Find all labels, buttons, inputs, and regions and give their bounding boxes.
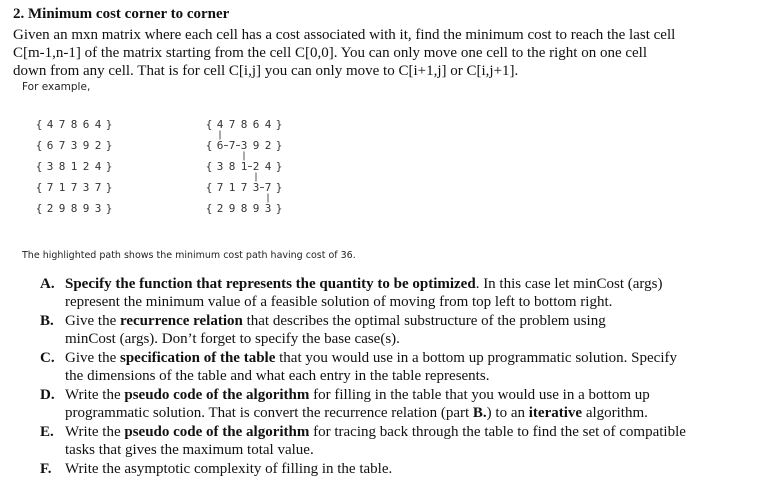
- task-item: [40, 349, 752, 385]
- task-line: [65, 441, 752, 459]
- task-text: for filling in the table that you would use in a bottom up: [309, 387, 650, 403]
- task-item: [40, 386, 752, 422]
- task-emphasis: Specify the function that represents the quantity to be optimized: [65, 276, 476, 292]
- matrix-cell: 4: [264, 160, 272, 173]
- matrix-cell: 9: [228, 202, 236, 215]
- open-brace: {: [205, 160, 213, 173]
- task-emphasis: B.: [472, 405, 487, 421]
- matrix-cell: 1: [228, 181, 236, 194]
- task-text: Write the: [65, 424, 125, 440]
- task-text: algorithm.: [582, 405, 648, 421]
- matrix-cell: 1: [58, 181, 66, 194]
- open-brace: {: [35, 181, 43, 194]
- matrix-cell: 9: [252, 139, 260, 152]
- task-line: [65, 293, 752, 311]
- task-text: tasks that gives the maximum total value.: [65, 442, 314, 458]
- intro-line: C[m-1,n-1] of the matrix starting from the cell C[0,0]. You can only move one cell to the right on one cell: [13, 45, 648, 61]
- open-brace: {: [35, 139, 43, 152]
- matrix-cell: 9: [82, 139, 90, 152]
- task-text: Give the: [65, 350, 120, 366]
- matrix-cell: 2: [264, 139, 272, 152]
- matrix-cell: 4: [94, 118, 102, 131]
- matrix-cell: 2: [82, 160, 90, 173]
- close-brace: }: [275, 118, 283, 131]
- matrix-cell: 4: [216, 118, 224, 131]
- task-list: [40, 275, 752, 479]
- task-item: [40, 275, 752, 311]
- intro-line: down from any cell. That is for cell C[i,j] you can only move to C[i+1,j] or C[i,j+1].: [13, 63, 519, 79]
- matrix-cell: 8: [240, 118, 248, 131]
- task-text: minCost (args). Don’t forget to specify the base case(s).: [65, 331, 400, 347]
- matrix-cell: 7: [240, 181, 248, 194]
- task-text: represent the minimum value of a feasible solution of moving from top left to bottom right.: [65, 294, 613, 310]
- matrix-cell: 2: [252, 160, 260, 173]
- matrix-cell: 3: [82, 181, 90, 194]
- matrix-cell: 6: [252, 118, 260, 131]
- open-brace: {: [205, 181, 213, 194]
- matrix-cell: 7: [58, 118, 66, 131]
- close-brace: }: [105, 181, 113, 194]
- task-line: [65, 404, 752, 422]
- open-brace: {: [35, 118, 43, 131]
- matrix-cell: 3: [46, 160, 54, 173]
- task-text: ) to an: [486, 405, 529, 421]
- task-letter: A.: [40, 276, 55, 292]
- open-brace: {: [35, 160, 43, 173]
- open-brace: {: [205, 202, 213, 215]
- matrix-cell: 1: [240, 160, 248, 173]
- matrix-cell: 1: [70, 160, 78, 173]
- example-label: For example,: [22, 81, 91, 93]
- task-line: [65, 312, 752, 330]
- close-brace: }: [275, 160, 283, 173]
- matrix-cell: 4: [46, 118, 54, 131]
- matrix-cell: 2: [94, 139, 102, 152]
- matrix-cell: 4: [94, 160, 102, 173]
- matrix-cell: 8: [70, 202, 78, 215]
- task-item: [40, 460, 752, 478]
- matrix-cell: 3: [252, 181, 260, 194]
- task-text: programmatic solution. That is convert the recurrence relation (part: [65, 405, 473, 421]
- matrix-cell: 7: [264, 181, 272, 194]
- open-brace: {: [205, 139, 213, 152]
- matrix-cell: 6: [82, 118, 90, 131]
- task-text: . In this case let minCost (args): [475, 276, 663, 292]
- task-text: for tracing back through the table to find the set of compatible: [309, 424, 686, 440]
- matrix-cell: 7: [70, 181, 78, 194]
- task-text: Write the: [65, 387, 125, 403]
- open-brace: {: [35, 202, 43, 215]
- task-line: [65, 460, 752, 478]
- matrix-cell: 9: [82, 202, 90, 215]
- task-letter: F.: [40, 461, 52, 477]
- matrix-cell: 7: [228, 139, 236, 152]
- task-emphasis: iterative: [528, 405, 583, 421]
- task-text: that you would use in a bottom up programmatic solution. Specify: [275, 350, 677, 366]
- task-text: Write the asymptotic complexity of filling in the table.: [65, 461, 393, 477]
- close-brace: }: [105, 160, 113, 173]
- task-text: Give the: [65, 313, 120, 329]
- task-letter: B.: [40, 313, 54, 329]
- matrix-cell: 3: [70, 139, 78, 152]
- matrix-cell: 6: [216, 139, 224, 152]
- task-item: [40, 423, 752, 459]
- matrix-cell: 3: [216, 160, 224, 173]
- matrix-cell: 8: [228, 160, 236, 173]
- matrix-cell: 7: [228, 118, 236, 131]
- task-line: [65, 367, 752, 385]
- task-letter: D.: [40, 387, 55, 403]
- matrix-cell: 3: [240, 139, 248, 152]
- task-emphasis: specification of the table: [119, 350, 276, 366]
- close-brace: }: [275, 139, 283, 152]
- matrix-cell: 2: [216, 202, 224, 215]
- close-brace: }: [105, 118, 113, 131]
- matrix-cell: 9: [58, 202, 66, 215]
- intro-line: Given an mxn matrix where each cell has a cost associated with it, find the minimum cost to reach the last cell: [13, 27, 676, 43]
- matrix-cell: 8: [58, 160, 66, 173]
- matrix-cell: 4: [264, 118, 272, 131]
- matrix-cell: 2: [46, 202, 54, 215]
- task-line: [65, 386, 752, 404]
- task-emphasis: recurrence relation: [119, 313, 243, 329]
- matrix-cell: 7: [58, 139, 66, 152]
- matrix-cell: 7: [46, 181, 54, 194]
- matrix-cell: 3: [264, 202, 272, 215]
- task-item: [40, 312, 752, 348]
- close-brace: }: [275, 202, 283, 215]
- task-letter: C.: [40, 350, 55, 366]
- matrix-cell: 8: [70, 118, 78, 131]
- matrix-cell: 8: [240, 202, 248, 215]
- close-brace: }: [105, 202, 113, 215]
- close-brace: }: [275, 181, 283, 194]
- task-emphasis: pseudo code of the algorithm: [124, 424, 310, 440]
- task-text: the dimensions of the table and what each entry in the table represents.: [65, 368, 490, 384]
- matrix-cell: 7: [216, 181, 224, 194]
- task-letter: E.: [40, 424, 54, 440]
- task-text: that describes the optimal substructure of the problem using: [242, 313, 606, 329]
- open-brace: {: [205, 118, 213, 131]
- close-brace: }: [105, 139, 113, 152]
- task-emphasis: pseudo code of the algorithm: [124, 387, 310, 403]
- matrix-cell: 7: [94, 181, 102, 194]
- task-line: [65, 275, 752, 293]
- path-caption: The highlighted path shows the minimum cost path having cost of 36.: [22, 250, 356, 261]
- matrix-cell: 6: [46, 139, 54, 152]
- task-line: [65, 330, 752, 348]
- matrix-cell: 9: [252, 202, 260, 215]
- task-line: [65, 349, 752, 367]
- task-line: [65, 423, 752, 441]
- problem-title: 2. Minimum cost corner to corner: [13, 6, 230, 22]
- matrix-cell: 3: [94, 202, 102, 215]
